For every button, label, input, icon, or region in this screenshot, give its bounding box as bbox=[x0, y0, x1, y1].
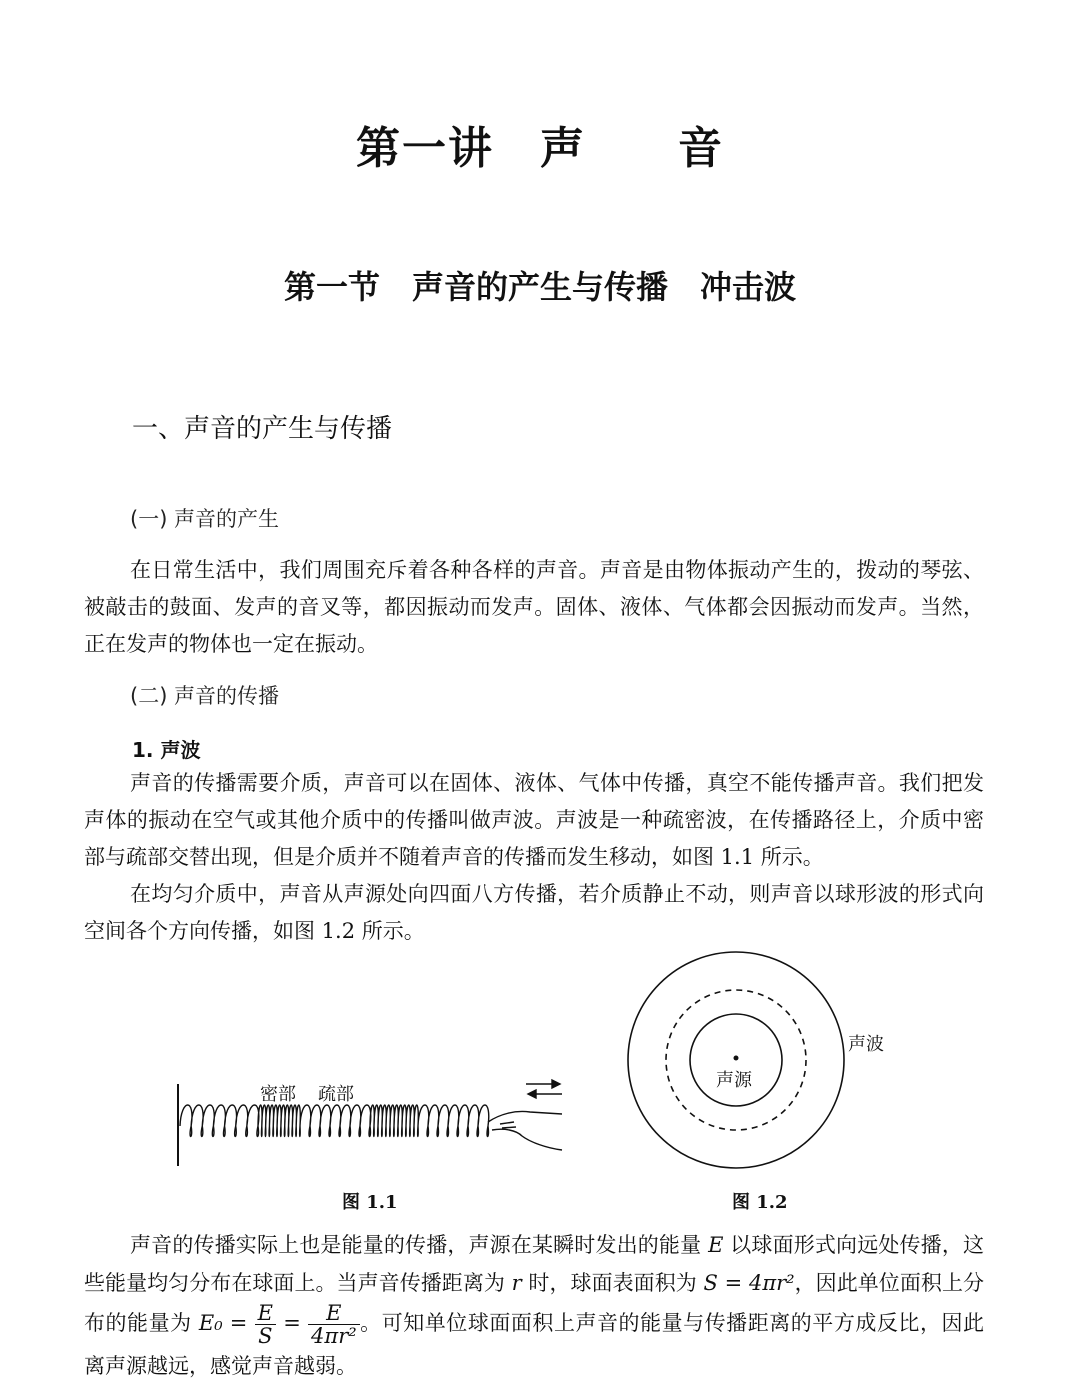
equals-sign: = bbox=[283, 1311, 301, 1335]
source-point bbox=[734, 1056, 739, 1061]
formula-E0: E₀ = bbox=[198, 1311, 248, 1335]
paragraph-spherical-wave: 在均匀介质中，声音从声源处向四面八方传播，若介质静止不动，则声音以球形波的形式向空间各个方向传播，如图 1.2 所示。 bbox=[84, 882, 984, 943]
figure-1-1-spring-diagram bbox=[170, 1070, 570, 1170]
double-arrow-icon bbox=[526, 1080, 562, 1098]
text-segment: 时，球面表面积为 bbox=[521, 1271, 704, 1295]
label-sound-wave: 声波 bbox=[848, 1034, 884, 1055]
hand-icon bbox=[488, 1111, 562, 1150]
heading-sound-wave: 1. 声波 bbox=[132, 738, 201, 762]
text-segment: 以球面形式向远处传播，这些能量均匀分布在球面上。当声音传播距离为 bbox=[84, 1233, 984, 1295]
spring-coils bbox=[180, 1105, 489, 1137]
fraction-numerator: E bbox=[255, 1302, 276, 1325]
figures-row bbox=[0, 940, 1080, 1220]
fraction-E-over-4pir2 bbox=[308, 1302, 360, 1347]
figure-1-2-caption: 图 1.2 bbox=[732, 1192, 788, 1213]
label-sound-source: 声源 bbox=[716, 1070, 752, 1091]
figure-1-2-spherical-wave-diagram bbox=[624, 948, 848, 1172]
fraction-numerator: E bbox=[308, 1302, 360, 1325]
variable-r: r bbox=[511, 1271, 522, 1295]
fraction-denominator: 4πr² bbox=[311, 1324, 357, 1348]
paragraph-energy-propagation bbox=[84, 1226, 984, 1385]
variable-E: E bbox=[708, 1233, 724, 1257]
text-segment: ，因此单位面积上分布的能量为 bbox=[84, 1271, 984, 1335]
heading-sound-production-propagation: 一、声音的产生与传播 bbox=[132, 414, 393, 444]
chapter-title: 第一讲 声 音 bbox=[356, 123, 724, 174]
fraction-denominator: S bbox=[258, 1324, 273, 1348]
label-dense: 密部 bbox=[260, 1084, 296, 1105]
text-segment: 声音的传播实际上也是能量的传播，声源在某瞬时发出的能量 bbox=[130, 1233, 709, 1257]
paragraph-sound-wave: 声音的传播需要介质，声音可以在固体、液体、气体中传播，真空不能传播声音。我们把发声体的振动在空气或其他介质中的传播叫做声波。声波是一种疏密波，在传播路径上，介质中密部与疏部交替出现，但是介质并不随着声音的传播而发生移动，如图 1.1 所示。 bbox=[84, 771, 984, 869]
fraction-E-over-S bbox=[255, 1302, 276, 1347]
heading-sound-production: (一) 声音的产生 bbox=[130, 507, 280, 531]
figure-1-1-caption: 图 1.1 bbox=[342, 1192, 398, 1213]
formula-sphere-area: S = 4πr² bbox=[703, 1271, 795, 1295]
paragraph-sound-production: 在日常生活中，我们周围充斥着各种各样的声音。声音是由物体振动产生的，拨动的琴弦、被敲击的鼓面、发声的音叉等，都因振动而发声。固体、液体、气体都会因振动而发声。当然，正在发声的物体也一定在振动。 bbox=[84, 558, 984, 656]
text-segment: 。可知单位球面面积上声音的能量与传播距离的平方成反比，因此离声源越远，感觉声音越弱。 bbox=[84, 1311, 985, 1378]
section-title: 第一节 声音的产生与传播 冲击波 bbox=[283, 268, 796, 306]
label-sparse: 疏部 bbox=[318, 1084, 354, 1105]
heading-sound-propagation: (二) 声音的传播 bbox=[130, 684, 280, 708]
